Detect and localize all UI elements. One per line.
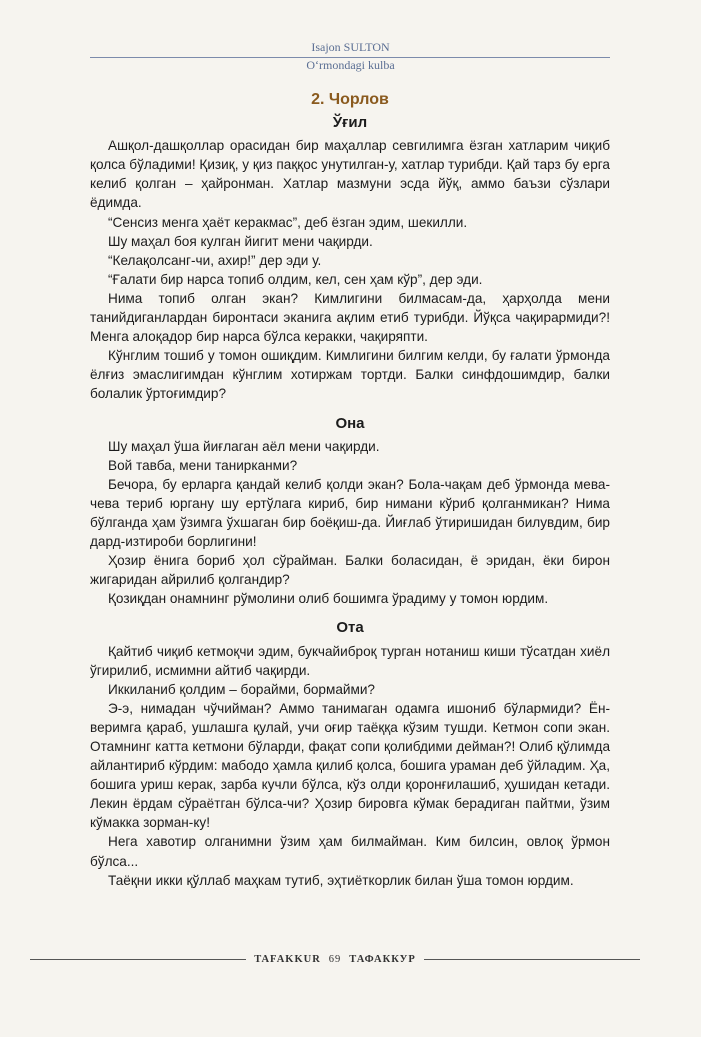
paragraph: Шу маҳал боя кулган йигит мени чақирди. bbox=[108, 233, 373, 249]
paragraph: Э-э, нимадан чўчийман? Аммо танимаган одамга ишониб бўлармиди? Ён-веримга қараб, ушлашга қулай, учи оғир таёққа кўзим тушди. Кетмон сопи экан. Отамнинг катта кетмони бўларди, фақат сопи қолибдими дейман?! Олиб қўлимда айлантириб кўрдим: мабодо ҳамла қилиб қолса, бошига ураман деб ўйладим. Ҳа, бошига уриш керак, зарба кучли бўлса, кўз олди қоронғилашиб, ҳушидан кетади. Лекин ёрдам сўраётган бўлса-чи? Ҳозир бировга кўмак берадиган пайтми, ўзим кўмакка зорман-ку! bbox=[90, 700, 610, 831]
footer-rule-right bbox=[424, 959, 640, 960]
paragraph: Бечора, бу ерларга қандай келиб қолди экан? Бола-чақам деб ўрмонда мева-чева териб юргану шу ертўлага кириб, бир нимани кўриб қолганмикан? Нима бўлганда ҳам ўзимга ўхшаган бир боёқиш-да. Йиғлаб ўтиришидан билувдим, бир дард-изтироби борлигини! bbox=[90, 476, 610, 550]
section-son bbox=[90, 113, 610, 403]
paragraph: Иккиланиб қолдим – борайми, бормайми? bbox=[108, 681, 375, 697]
paragraph: “Сенсиз менга ҳаёт керакмас”, деб ёзган эдим, шекилли. bbox=[108, 214, 468, 230]
page-footer bbox=[30, 951, 640, 967]
paragraph: Вой тавба, мени танирканми? bbox=[108, 457, 298, 473]
book-title: O‘rmondagi kulba bbox=[306, 58, 395, 72]
paragraph: Қайтиб чиқиб кетмоқчи эдим, букчайиброқ турган нотаниш киши тўсатдан хиёл ўгирилиб, исмимни айтиб чақирди. bbox=[90, 643, 610, 678]
paragraph: Ашқол-дашқоллар орасидан бир маҳаллар севгилимга ёзган хатларим чиқиб қолса бўладими! Қизиқ, у қиз паққос унутилган-у, хатлар турибди. Қай тарз бу ерга келиб қолган – ҳайронман. Хатлар мазмуни эсда йўқ, аммо баъзи сўзлари ёдимда. bbox=[90, 138, 610, 211]
paragraph: Қозиқдан онамнинг рўмолини олиб бошимга ўрадиму у томон юрдим. bbox=[108, 591, 549, 607]
footer-rule-left bbox=[30, 959, 246, 960]
chapter-body bbox=[90, 90, 610, 890]
section-title: Ота bbox=[336, 619, 364, 637]
paragraph: Таёқни икки қўллаб маҳкам тутиб, эҳтиёткорлик билан ўша томон юрдим. bbox=[108, 872, 574, 888]
page-number: 69 bbox=[328, 953, 342, 965]
paragraph: Кўнглим тошиб у томон ошиқдим. Кимлигини билгим келди, бу ғалати ўрмонда ёлғиз эмаслигимдан кўнглим хотиржам тортди. Балки синфдошимдир, балки болалик ўртоғимдир? bbox=[90, 348, 610, 402]
running-header bbox=[0, 40, 701, 72]
paragraph: Нега хавотир олганимни ўзим ҳам билмайман. Ким билсин, овлоқ ўрмон бўлса... bbox=[90, 834, 610, 869]
header-rule bbox=[90, 57, 610, 58]
paragraph: Нима топиб олган экан? Кимлигини билмасам-да, ҳарҳолда мени танийдиганлардан биронтаси эканига ақлим етиб турибди. Йўқса чақирармиди?! Менга алоқадор бир нарса бўлса керакки, чақиряпти. bbox=[90, 290, 610, 345]
paragraph: “Келақолсанг-чи, ахир!” дер эди у. bbox=[108, 252, 322, 268]
footer-label-latin: TAFAKKUR bbox=[254, 953, 321, 965]
section-title: Она bbox=[335, 414, 365, 432]
author-name: Isajon SULTON bbox=[311, 40, 390, 54]
paragraph: Ҳозир ёнига бориб ҳол сўрайман. Балки боласидан, ё эридан, ёки бирон жигаридан айрилиб қолгандир? bbox=[90, 553, 610, 588]
footer-label-cyrillic: ТАФАККУР bbox=[349, 953, 416, 965]
section-title: Ўғил bbox=[332, 114, 368, 132]
chapter-title: 2. Чорлов bbox=[311, 91, 389, 108]
section-mother bbox=[90, 414, 610, 609]
paragraph: “Ғалати бир нарса топиб олдим, кел, сен ҳам кўр”, дер эди. bbox=[108, 271, 483, 287]
section-father bbox=[90, 618, 610, 889]
paragraph: Шу маҳал ўша йиғлаган аёл мени чақирди. bbox=[108, 438, 380, 454]
